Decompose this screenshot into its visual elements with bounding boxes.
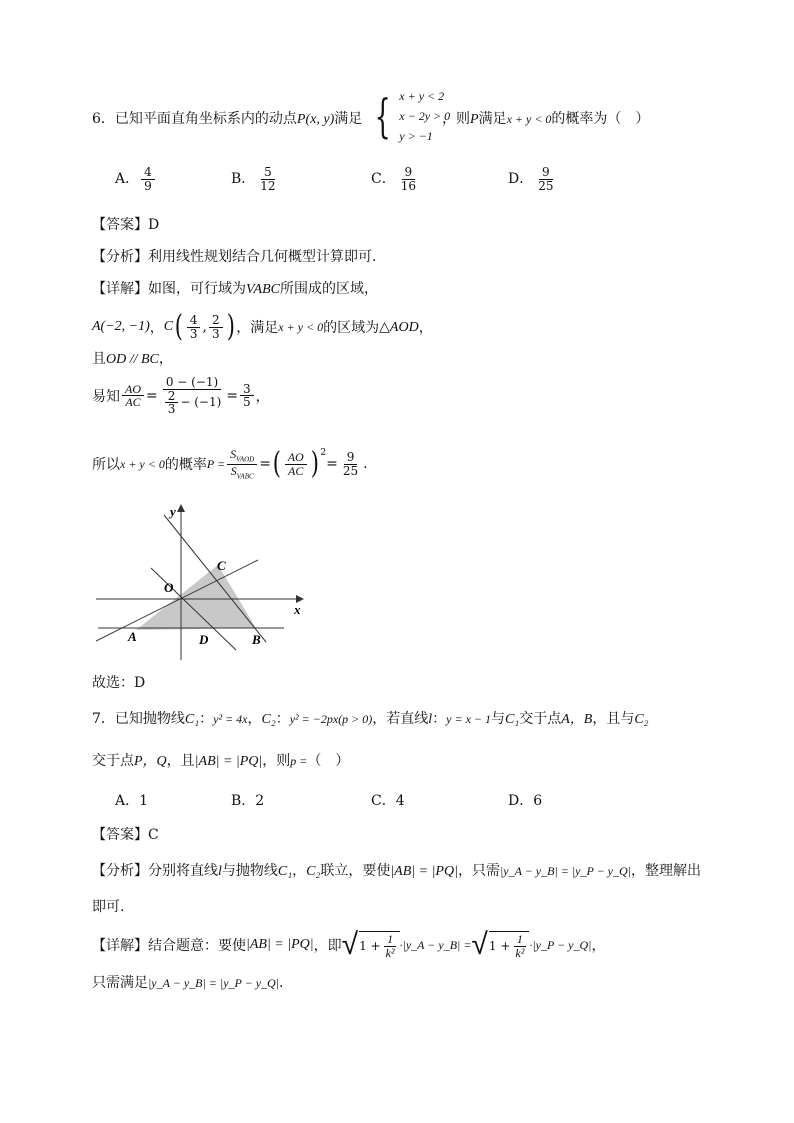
- detail-cond: |y_A − y_B| = |y_P − y_Q|: [148, 976, 280, 990]
- q7-analysis-line-2: 即可.: [92, 899, 125, 915]
- area-sub: VAOD: [236, 455, 255, 464]
- brace-icon: {: [374, 89, 391, 143]
- option-label: B．: [231, 793, 256, 809]
- q7-answer: [92, 824, 159, 844]
- left-paren-icon: (: [272, 446, 281, 482]
- line-eq: y = x − 1: [446, 712, 492, 726]
- q7-analysis: [92, 860, 701, 880]
- analysis-text: 与抛物线: [221, 863, 278, 879]
- analysis-cond-2: |y_A − y_B| = |y_P − y_Q|: [499, 864, 631, 878]
- frac-num: 9: [344, 451, 358, 465]
- period: .: [363, 456, 368, 473]
- q7-text: ：: [432, 711, 447, 727]
- q7-option-a[interactable]: [115, 790, 148, 810]
- q6-option-c[interactable]: [371, 166, 421, 192]
- curve-c2: C₂: [306, 864, 321, 879]
- q6-inequality-system: [368, 86, 450, 146]
- curve-c1: C₁: [277, 864, 293, 879]
- q6-p: P: [470, 112, 479, 127]
- q7-option-d[interactable]: [508, 790, 542, 810]
- parallel-statement: OD // BC: [106, 352, 159, 367]
- feasible-region: [136, 565, 256, 630]
- detail-tag: 【详解】: [92, 281, 148, 297]
- q6-option-b[interactable]: [231, 166, 281, 192]
- frac-den-tail: − (−1): [180, 395, 222, 410]
- frac-den: k²: [515, 945, 525, 960]
- q7-option-c[interactable]: [371, 790, 405, 810]
- condition: x + y < 0: [278, 319, 324, 334]
- label-x: x: [294, 602, 301, 617]
- q6-condition: x + y < 0: [506, 112, 552, 126]
- analysis-text: 利用线性规划结合几何概型计算即可.: [148, 249, 377, 265]
- detail-text: 所围成的区域，: [279, 281, 378, 297]
- detail-text: 且: [92, 351, 106, 367]
- answer-tag: 【答案】: [92, 217, 148, 233]
- option-label: D．: [508, 171, 534, 188]
- q7-stem-line-2: [92, 750, 349, 770]
- q7-text: ，若直线: [372, 711, 429, 727]
- q7-text: ，且: [166, 753, 195, 769]
- left-paren-icon: (: [174, 309, 184, 344]
- frac-num: 0 − (−1): [163, 376, 221, 390]
- option-den: 9: [144, 178, 152, 193]
- prob-p: P =: [206, 456, 226, 471]
- analysis-text: ，: [292, 863, 307, 879]
- option-value: 1: [139, 793, 149, 809]
- option-value: 2: [255, 793, 265, 809]
- eq-c1: y² = 4x: [213, 712, 248, 726]
- option-den: 12: [260, 178, 276, 193]
- point-a: A(−2, −1): [92, 319, 150, 334]
- analysis-tag: 【分析】: [92, 249, 148, 265]
- sqrt-body: 1 +: [359, 939, 381, 953]
- detail-eq-part: ·|y_A − y_B| =: [399, 937, 472, 952]
- detail-text: 结合题意：要使: [148, 938, 246, 954]
- detail-text: 只需满足: [92, 975, 148, 991]
- points-ab: A，B: [561, 712, 593, 727]
- curve-c1: C₁: [505, 712, 520, 727]
- option-label: C．: [371, 793, 396, 809]
- q7-option-b[interactable]: [231, 790, 264, 810]
- frac-num: 2: [209, 314, 223, 328]
- q6-answer: [92, 214, 159, 234]
- option-num: 9: [402, 166, 416, 180]
- detail-eq-part: ·|y_P − y_Q|: [529, 937, 592, 952]
- detail-tag: 【详解】: [92, 938, 148, 954]
- line-l: l: [428, 712, 433, 727]
- detail-text: 的区域为: [323, 320, 380, 336]
- frac-den: 3: [211, 326, 220, 341]
- line-l: l: [218, 864, 222, 879]
- q7-text: 交于点: [519, 711, 562, 727]
- condition: x + y < 0: [120, 456, 165, 471]
- option-den: 25: [538, 178, 554, 193]
- q7-text: ：: [275, 711, 290, 727]
- q7-condition: |AB| = |PQ|: [194, 754, 263, 769]
- q6-ineq-2: x − 2y > 0: [399, 109, 451, 123]
- q6-detail-line-2: A(−2, −1) ， C ( $\frac{4}{3}$ , $\frac{2}{3}$ ) ，满足 x + y < 0 的区域为 △AOD ，: [92, 309, 433, 344]
- detail-cond: |AB| = |PQ|: [246, 937, 314, 952]
- comma: ，: [591, 938, 606, 954]
- q6-stem-text-5: 的概率为（ ）: [551, 111, 650, 127]
- analysis-text: 联立，要使: [320, 863, 391, 879]
- y-axis-arrow-icon: [177, 504, 185, 512]
- triangle-abc: VABC: [246, 282, 280, 297]
- frac-num: 1: [384, 933, 396, 947]
- detail-text: 的概率: [164, 457, 207, 474]
- analysis-text: 分别将直线: [148, 863, 218, 879]
- q6-stem-text: 已知平面直角坐标系内的动点: [114, 111, 297, 127]
- answer-value: D: [148, 217, 160, 233]
- frac-den: 5: [243, 395, 251, 410]
- area-symbol: S: [230, 463, 237, 478]
- label-c: C: [217, 558, 226, 573]
- q6-number: 6．: [92, 111, 115, 127]
- option-label: C．: [371, 171, 396, 188]
- analysis-text: ，只需: [457, 863, 500, 879]
- q6-option-d[interactable]: [508, 166, 559, 192]
- q6-detail-line-3: [92, 348, 173, 368]
- q7-text: ，: [247, 711, 262, 727]
- q7-number: 7．: [92, 711, 115, 727]
- q6-stem-tail: [442, 108, 649, 128]
- detail-text: 所以: [92, 457, 120, 474]
- answer-tag: 【答案】: [92, 827, 148, 843]
- q6-ineq-3: y > −1: [399, 129, 433, 143]
- frac-den: 3: [189, 326, 198, 341]
- q7-text: 交于点: [92, 753, 134, 769]
- label-b: B: [252, 632, 261, 647]
- q6-stem: [92, 108, 362, 128]
- q6-stem-text-4: 满足: [478, 111, 507, 127]
- option-value: 4: [395, 793, 405, 809]
- point-c: C: [163, 319, 174, 334]
- detail-text: 易知: [92, 388, 120, 405]
- label-y: y: [170, 504, 176, 519]
- frac-num: AO: [122, 383, 144, 397]
- sqrt-body: 1 +: [488, 939, 511, 953]
- q7-text: ，且与: [592, 711, 635, 727]
- q7-text: 与: [491, 711, 506, 727]
- q7-text: 已知抛物线: [114, 711, 185, 727]
- frac-num: 3: [240, 383, 254, 397]
- frac-den: AC: [288, 463, 304, 478]
- label-o: O: [164, 580, 174, 595]
- q6-detail-line-1: [92, 278, 378, 298]
- frac-num: 1: [514, 933, 526, 947]
- analysis-tag: 【分析】: [92, 863, 148, 879]
- points-pq: P，Q: [134, 754, 167, 769]
- q7-text: ，则: [262, 753, 291, 769]
- option-num: 5: [261, 166, 275, 180]
- frac-den: 25: [342, 463, 359, 478]
- frac-num: 4: [187, 314, 201, 328]
- q7-detail-line-2: [92, 972, 283, 992]
- right-paren-icon: ): [310, 446, 319, 482]
- q6-ineq-1: x + y < 2: [399, 89, 445, 103]
- q6-detail-line-5: 所以 x + y < 0 的概率 P = $\frac{S_{VAOD}}{S_{VABC}}$ = ( $\frac{AO}{AC}$ ) $^2$ = $\frac{9}{25}$ .: [92, 446, 368, 482]
- frac-den: 3: [167, 402, 176, 417]
- q7-detail: [92, 927, 606, 962]
- q7-text: ：: [199, 711, 214, 727]
- frac-num: AO: [285, 451, 307, 465]
- curve-c1: C₁: [184, 712, 200, 727]
- option-value: 6: [533, 793, 543, 809]
- curve-c2: C₂: [261, 712, 276, 727]
- option-den: 16: [400, 178, 416, 193]
- frac-num: 2: [165, 390, 179, 404]
- frac-den: AC: [125, 395, 141, 410]
- sqrt-1: √ 1 + $\frac{1}{\text{k²}}$: [342, 930, 400, 960]
- option-label: D．: [508, 793, 534, 809]
- comma: ，: [418, 320, 433, 336]
- period: .: [279, 975, 284, 991]
- q7-text: （ ）: [307, 753, 350, 769]
- option-label: A．: [115, 793, 140, 809]
- label-a: A: [128, 629, 137, 644]
- triangle-aod: △AOD: [379, 319, 419, 335]
- label-d: D: [199, 632, 209, 647]
- option-num: 4: [141, 166, 155, 180]
- detail-text: ，即: [313, 938, 342, 954]
- detail-text: 如图，可行域为: [148, 281, 246, 297]
- analysis-text: ，整理解出: [630, 863, 701, 879]
- option-label: A．: [115, 171, 140, 188]
- sqrt-2: √ 1 + $\frac{1}{\text{k²}}$: [471, 930, 529, 960]
- comma: ，: [255, 388, 270, 405]
- q6-stem-text-2: 满足: [334, 111, 363, 127]
- frac-den: k²: [385, 945, 395, 960]
- right-paren-icon: ): [226, 309, 235, 344]
- eq-c2: y² = −2px(p > 0): [289, 712, 373, 726]
- q6-stem-text-3: ，则: [442, 111, 470, 127]
- q6-detail-line-4: 易知 $\frac{AO}{AC}$ = 0 − (−1) $\frac{2}{3}$ − (−1) = $\frac{3}{5}$ ，: [92, 375, 270, 417]
- comma: ，: [149, 320, 164, 336]
- q6-option-a[interactable]: [115, 166, 157, 192]
- option-label: B．: [231, 171, 256, 188]
- curve-c2: C₂: [634, 712, 649, 727]
- p-var: p =: [290, 754, 308, 768]
- area-symbol: S: [230, 447, 237, 461]
- analysis-cond: |AB| = |PQ|: [390, 864, 458, 879]
- answer-value: C: [148, 827, 159, 843]
- q6-analysis: [92, 246, 376, 266]
- q6-figure: [96, 500, 316, 665]
- area-sub: VABC: [236, 472, 254, 481]
- option-num: 9: [539, 166, 553, 180]
- q6-final: 故选：D: [92, 675, 146, 691]
- q6-point: P(x, y): [296, 112, 335, 127]
- exponent: 2: [320, 448, 327, 458]
- comma: ，: [158, 351, 173, 367]
- q7-stem-line-1: [92, 708, 649, 728]
- detail-text: ，满足: [236, 320, 279, 336]
